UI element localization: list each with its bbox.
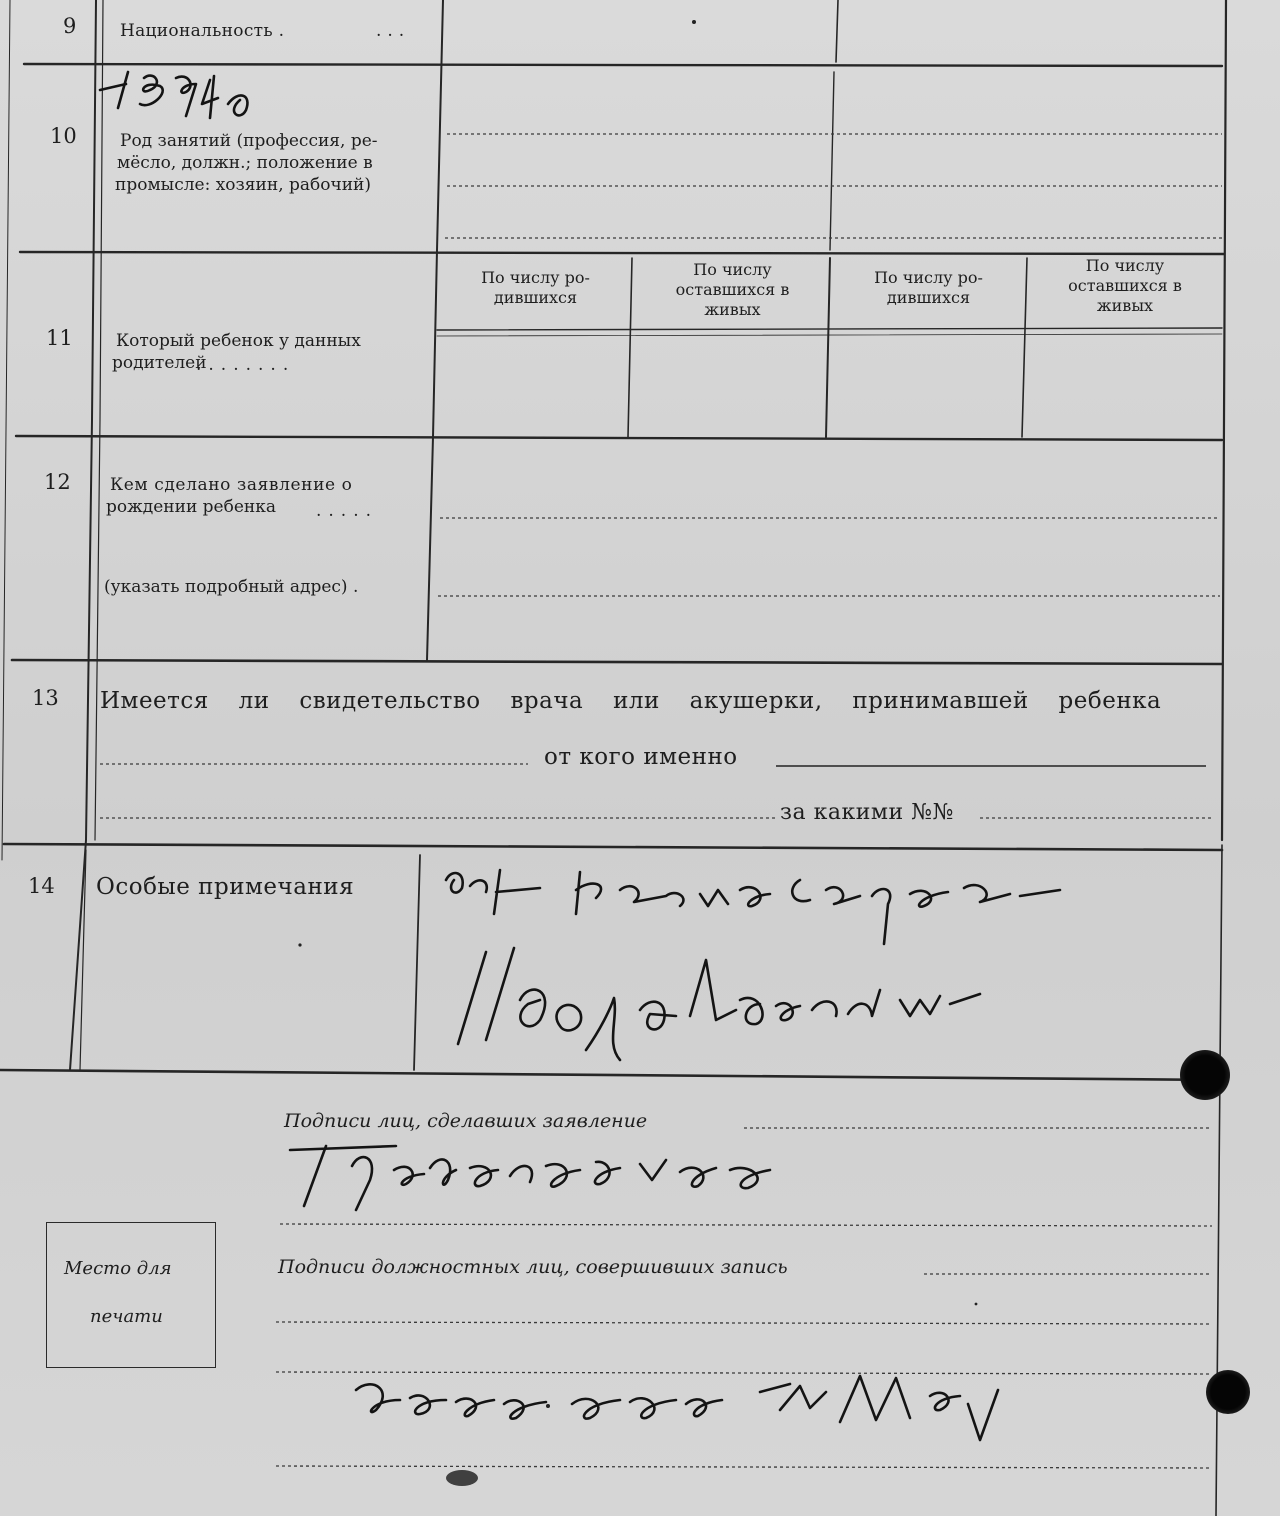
row-10-label-line3: промысле: хозяин, рабочий) — [115, 175, 372, 195]
punch-hole-bottom — [1206, 1370, 1250, 1414]
row-13-from-whom: от кого именно — [544, 744, 738, 770]
row-14-handwritten-signature — [456, 950, 464, 951]
row-12-label-line2: рождении ребенка — [106, 497, 277, 517]
row-13-question: Имеется ли свидетельство врача или акушерки, принимавшей ребенка — [100, 688, 1162, 714]
row-9-label: Национальность . — [120, 21, 285, 41]
row-11-label-line2: родителей — [112, 353, 207, 373]
seal-label-line1: Место для — [64, 1258, 172, 1279]
row-11-sub-born-1: По числу ро- дившихся — [481, 268, 590, 307]
punch-hole-top — [1180, 1050, 1230, 1100]
row-10-label-line1: Род занятий (профессия, ре- — [120, 131, 378, 151]
row-12-label-line1: Кем сделано заявление о — [110, 475, 353, 495]
row-11-sub-born-2: По числу ро- дившихся — [874, 268, 983, 307]
row-11-label-line1: Который ребенок у данных — [116, 331, 361, 351]
row-11-number: 11 — [46, 326, 73, 350]
row-13-which-numbers: за какими №№ — [780, 800, 954, 825]
row-9-dots: ... — [376, 21, 411, 41]
row-11-sub-alive-1: По числу оставшихся в живых — [675, 260, 790, 319]
row-12-address-hint: (указать подробный адрес) . — [104, 577, 359, 597]
row-10-number: 10 — [50, 124, 77, 148]
applicant-signature — [290, 1150, 295, 1151]
row-14-handwritten-note — [446, 860, 464, 861]
row-11-sub-alive-2: По числу оставшихся в живых — [1068, 256, 1182, 315]
row-12-number: 12 — [44, 470, 71, 494]
row-14-number: 14 — [28, 874, 55, 898]
applicants-signatures-label: Подписи лиц, сделавших заявление — [284, 1110, 648, 1132]
row-12-dots: ..... — [316, 501, 379, 521]
row-13-number: 13 — [32, 686, 59, 710]
row-10-label-line2: мёсло, должн.; положение в — [117, 153, 373, 173]
seal-place-box — [46, 1222, 216, 1368]
row-11-dots: ........ — [196, 355, 296, 375]
official-signature — [356, 1380, 369, 1381]
row-10-handwritten-year — [98, 62, 102, 63]
row-14-label: Особые примечания — [96, 874, 355, 900]
officials-signatures-label: Подписи должностных лиц, совершивших запись — [278, 1256, 788, 1278]
row-9-number: 9 — [63, 14, 77, 38]
seal-label-line2: печати — [90, 1306, 163, 1327]
